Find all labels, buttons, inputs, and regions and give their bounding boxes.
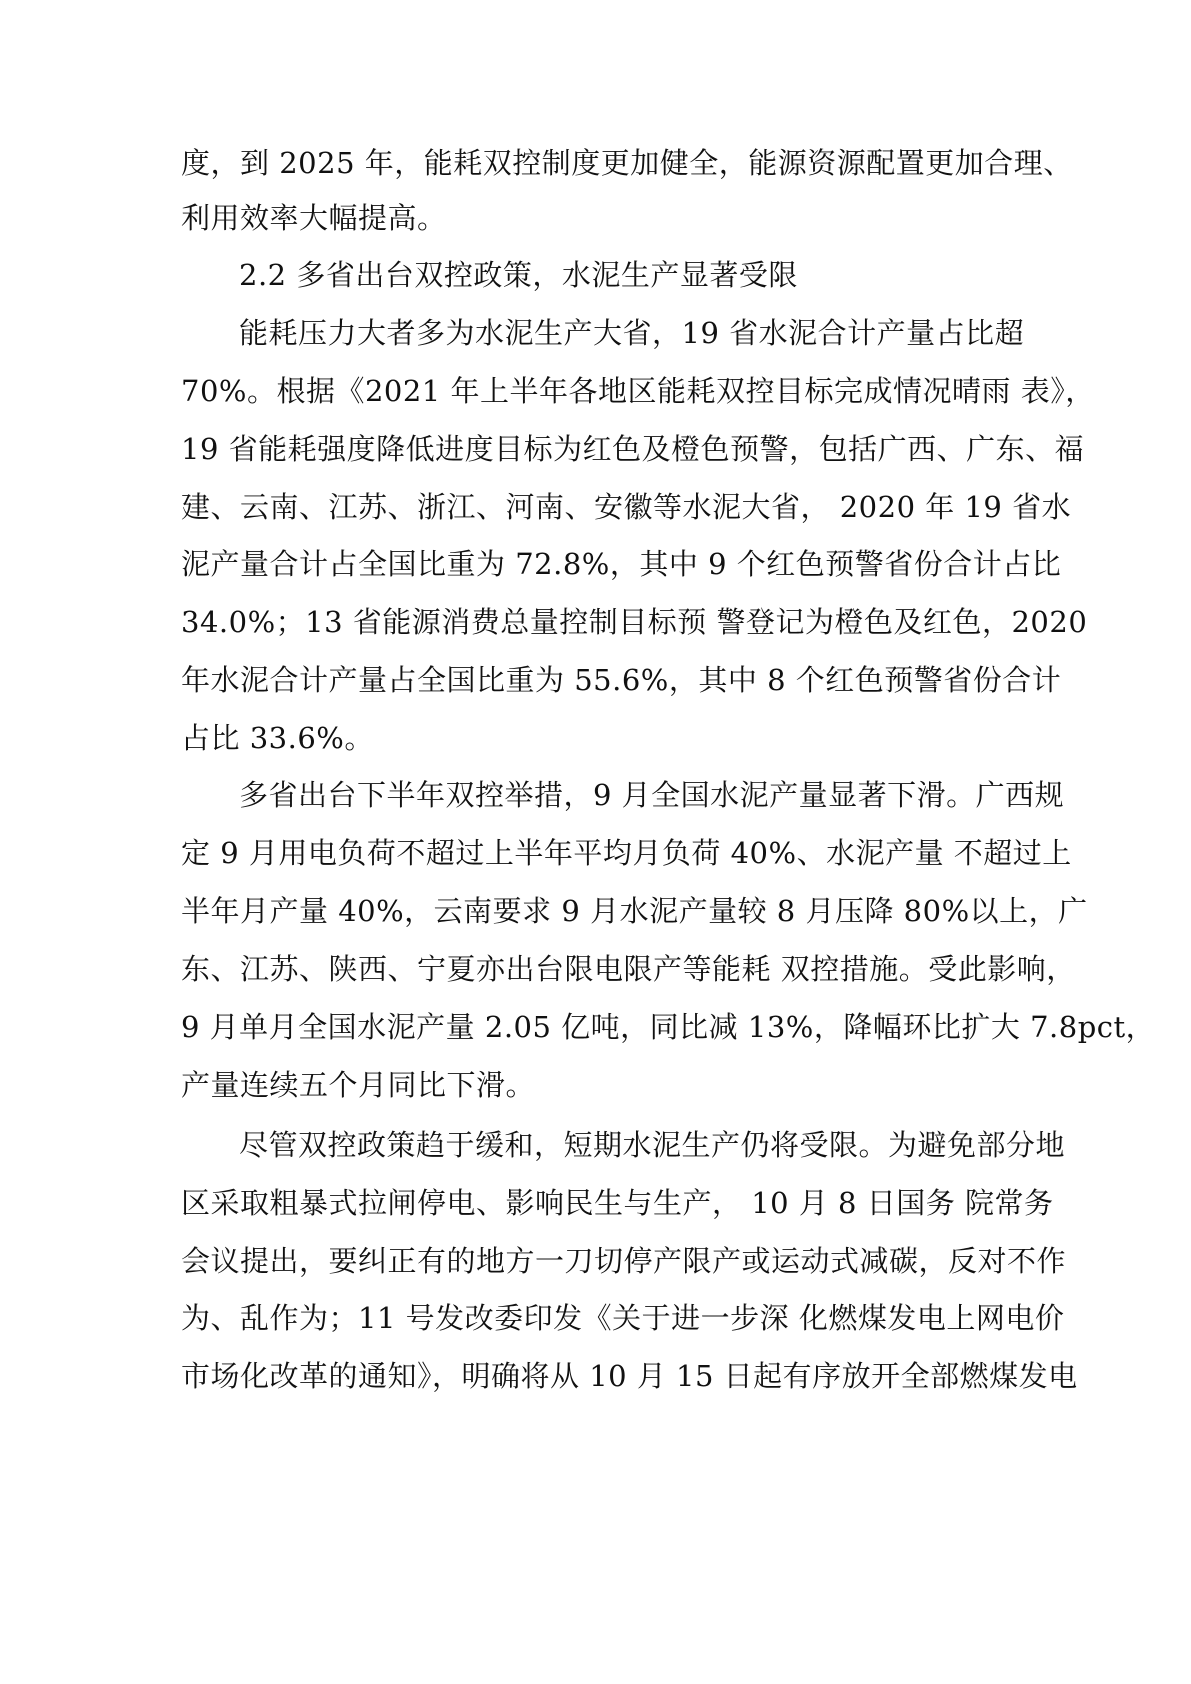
paragraph3-line-3: 会议提出，要纠正有的地方一刀切停产限产或运动式减碳，反对不作	[181, 1244, 1067, 1278]
paragraph1-line-1: 能耗压力大者多为水泥生产大省，19 省水泥合计产量占比超	[239, 316, 1025, 350]
intro-line-1: 度，到 2025 年，能耗双控制度更加健全，能源资源配置更加合理、	[181, 146, 1073, 180]
paragraph1-line-4: 建、云南、江苏、浙江、河南、安徽等水泥大省， 2020 年 19 省水	[181, 490, 1072, 524]
paragraph3-line-5: 市场化改革的通知》，明确将从 10 月 15 日起有序放开全部燃煤发电	[181, 1359, 1078, 1393]
paragraph3-line-4: 为、乱作为；11 号发改委印发《关于进一步深 化燃煤发电上网电价	[181, 1301, 1065, 1335]
paragraph1-line-8: 占比 33.6%。	[181, 721, 374, 755]
paragraph3-line-1: 尽管双控政策趋于缓和，短期水泥生产仍将受限。为避免部分地	[239, 1128, 1066, 1162]
paragraph2-line-1: 多省出台下半年双控举措，9 月全国水泥产量显著下滑。广西规	[239, 778, 1065, 812]
section-heading: 2.2 多省出台双控政策，水泥生产显著受限	[239, 258, 798, 292]
paragraph1-line-7: 年水泥合计产量占全国比重为 55.6%，其中 8 个红色预警省份合计	[181, 663, 1062, 697]
intro-line-2: 利用效率大幅提高。	[181, 201, 447, 235]
paragraph1-line-5: 泥产量合计占全国比重为 72.8%，其中 9 个红色预警省份合计占比	[181, 547, 1062, 581]
paragraph3-line-2: 区采取粗暴式拉闸停电、影响民生与生产， 10 月 8 日国务 院常务	[181, 1186, 1054, 1220]
paragraph1-line-3: 19 省能耗强度降低进度目标为红色及橙色预警，包括广西、广东、福	[181, 432, 1085, 466]
paragraph2-line-6: 产量连续五个月同比下滑。	[181, 1068, 536, 1102]
paragraph1-line-2: 70%。根据《2021 年上半年各地区能耗双控目标完成情况晴雨 表》，	[181, 374, 1095, 408]
paragraph1-line-6: 34.0%；13 省能源消费总量控制目标预 警登记为橙色及红色，2020	[181, 605, 1088, 639]
paragraph2-line-5: 9 月单月全国水泥产量 2.05 亿吨，同比减 13%，降幅环比扩大 7.8pct，	[181, 1010, 1156, 1044]
paragraph2-line-4: 东、江苏、陕西、宁夏亦出台限电限产等能耗 双控措施。受此影响，	[181, 952, 1076, 986]
paragraph2-line-3: 半年月产量 40%，云南要求 9 月水泥产量较 8 月压降 80%以上，广	[181, 894, 1088, 928]
paragraph2-line-2: 定 9 月用电负荷不超过上半年平均月负荷 40%、水泥产量 不超过上	[181, 836, 1072, 870]
